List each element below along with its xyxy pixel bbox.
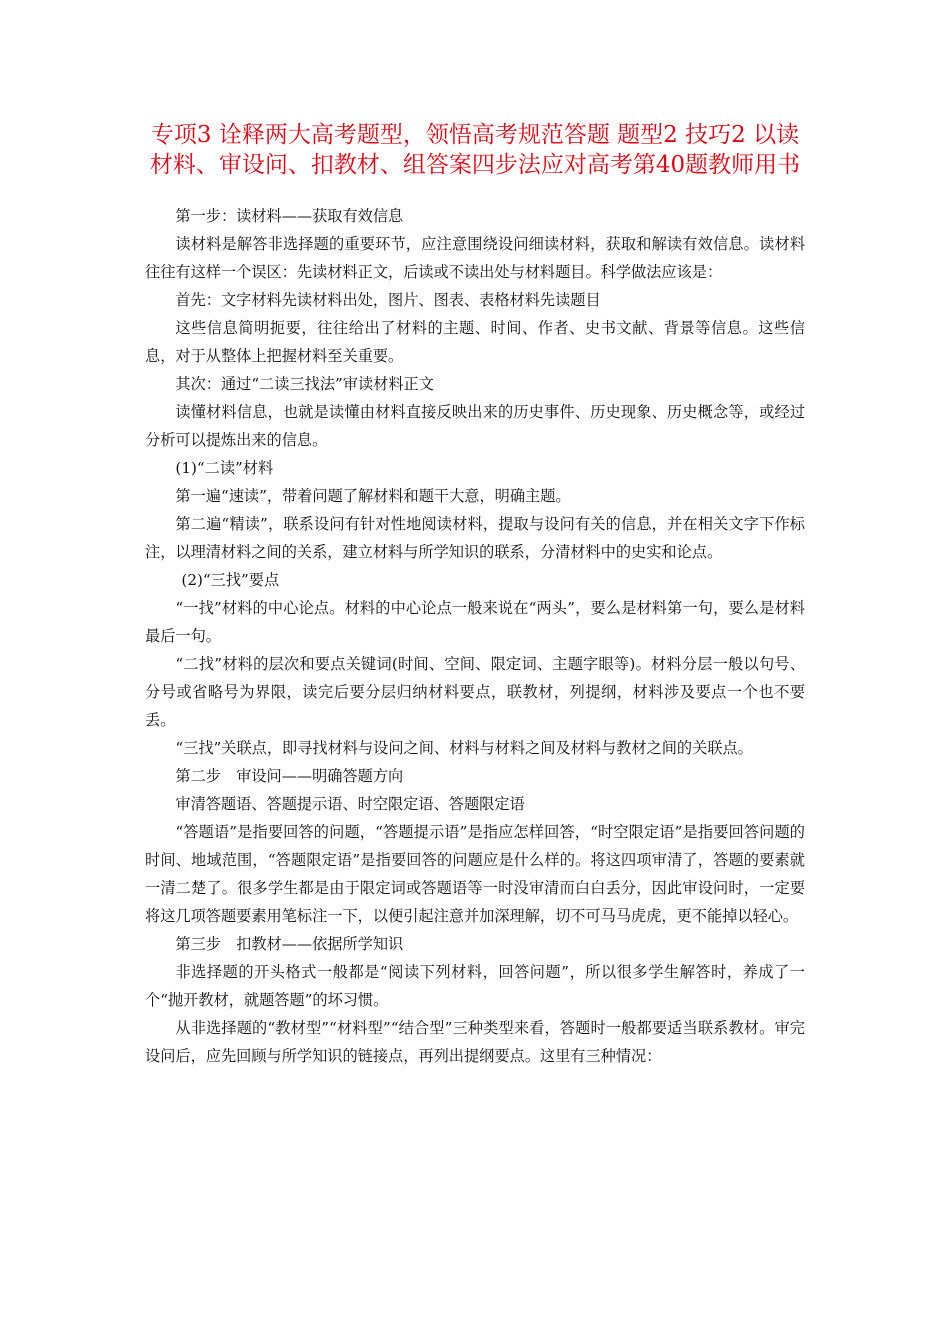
step2-heading: 第二步 审设问——明确答题方向 bbox=[175, 767, 404, 785]
paragraph: 非选择题的开头格式一般都是“阅读下列材料，回答问题”，所以很多学生解答时，养成了一个“抛开教材，就题答题”的坏习惯。 bbox=[145, 963, 805, 1009]
paragraph: 读材料是解答非选择题的重要环节，应注意围绕设问细读材料，获取和解读有效信息。读材料往往有这样一个误区：先读材料正文，后读或不读出处与材料题目。科学做法应该是： bbox=[145, 235, 805, 281]
step1-heading: 第一步：读材料——获取有效信息 bbox=[175, 207, 404, 225]
document-body bbox=[145, 202, 805, 1070]
step3-heading: 第三步 扣教材——依据所学知识 bbox=[175, 935, 404, 953]
paragraph: 审清答题语、答题提示语、时空限定语、答题限定语 bbox=[175, 795, 525, 813]
list-heading-1: (1)“二读”材料 bbox=[175, 459, 274, 477]
paragraph: 这些信息简明扼要，往往给出了材料的主题、时间、作者、史书文献、背景等信息。这些信息，对于从整体上把握材料至关重要。 bbox=[145, 319, 805, 365]
paragraph: “一找”材料的中心论点。材料的中心论点一般来说在“两头”，要么是材料第一句，要么是材料最后一句。 bbox=[145, 599, 805, 645]
subheading-second: 其次：通过“二读三找法”审读材料正文 bbox=[175, 375, 434, 393]
paragraph: 从非选择题的“教材型”“材料型”“结合型”三种类型来看，答题时一般都要适当联系教材。审完设问后，应先回顾与所学知识的链接点，再列出提纲要点。这里有三种情况： bbox=[145, 1019, 805, 1065]
document-title bbox=[130, 120, 820, 180]
paragraph: “答题语”是指要回答的问题，“答题提示语”是指应怎样回答，“时空限定语”是指要回答问题的时间、地域范围，“答题限定语”是指要回答的问题应是什么样的。将这四项审清了，答题的要素就一清二楚了。很多学生都是由于限定词或答题语等一时没审清而白白丢分，因此审设问时，一定要将这几项答题要素用笔标注一下，以便引起注意并加深理解，切不可马马虎虎，更不能掉以轻心。 bbox=[145, 823, 805, 925]
title-line-1: 专项3 诠释两大高考题型，领悟高考规范答题 题型2 技巧2 以读 bbox=[150, 122, 800, 148]
list-heading-2: (2)“三找”要点 bbox=[181, 571, 280, 589]
subheading-first: 首先：文字材料先读材料出处，图片、图表、表格材料先读题目 bbox=[175, 291, 601, 309]
title-line-2: 材料、审设问、扣教材、组答案四步法应对高考第40题教师用书 bbox=[149, 152, 801, 178]
paragraph: “二找”材料的层次和要点关键词(时间、空间、限定词、主题字眼等)。材料分层一般以句号、分号或省略号为界限，读完后要分层归纳材料要点，联教材，列提纲，材料涉及要点一个也不要丢。 bbox=[145, 655, 805, 729]
paragraph: “三找”关联点，即寻找材料与设问之间、材料与材料之间及材料与教材之间的关联点。 bbox=[175, 739, 753, 757]
paragraph: 第一遍“速读”，带着问题了解材料和题干大意，明确主题。 bbox=[175, 487, 571, 505]
paragraph: 读懂材料信息，也就是读懂由材料直接反映出来的历史事件、历史现象、历史概念等，或经过分析可以提炼出来的信息。 bbox=[145, 403, 805, 449]
paragraph: 第二遍“精读”，联系设问有针对性地阅读材料，提取与设问有关的信息，并在相关文字下作标注，以理清材料之间的关系，建立材料与所学知识的联系，分清材料中的史实和论点。 bbox=[145, 515, 805, 561]
